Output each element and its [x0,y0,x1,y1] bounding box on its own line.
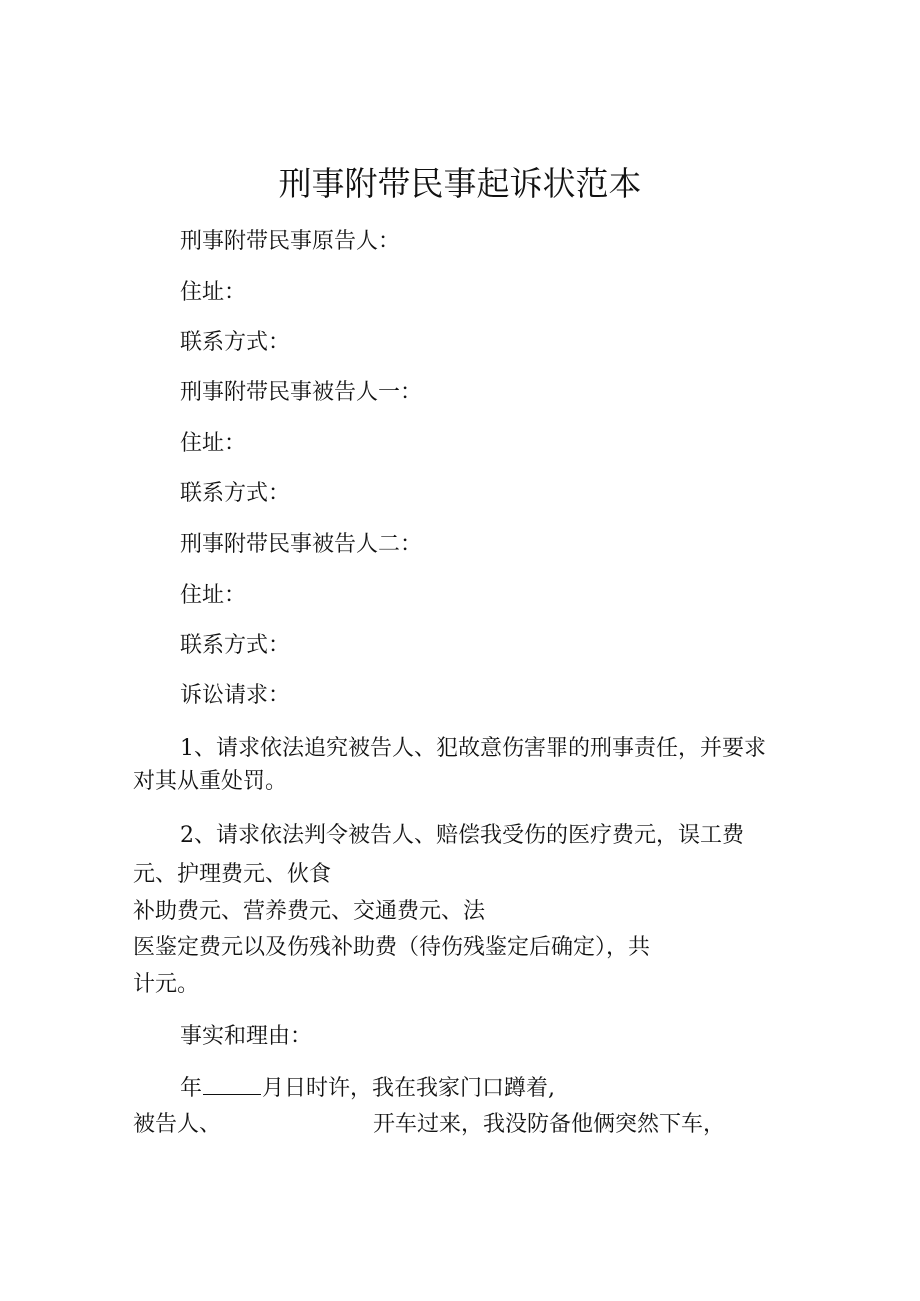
claim-item2-line3: 补助费元、营养费元、交通费元、法 [133,899,486,924]
plaintiff-label: 刑事附带民事原告人： [180,229,401,254]
claim-item2-line1: 2、请求依法判令被告人、赔偿我受伤的医疗费元，误工费 [180,823,744,848]
defendant2-address-label: 住址： [180,583,247,608]
facts-line1-suffix: 月日时许，我在我家门口蹲着, [262,1076,556,1101]
defendant1-label: 刑事附带民事被告人一： [180,380,423,405]
facts-line1 [180,1072,555,1105]
claim-item2-line4: 医鉴定费元以及伤残补助费（待伤残鉴定后确定），共 [133,935,651,960]
facts-line2-suffix: 开车过来，我没防备他俩突然下车， [373,1112,726,1137]
claim-item2-line5: 计元。 [133,972,200,997]
plaintiff-address-label: 住址： [180,280,247,305]
facts-line1-prefix: 年 [180,1076,203,1101]
document-title: 刑事附带民事起诉状范本 [278,164,642,203]
facts-line2 [133,1109,725,1141]
plaintiff-contact-label: 联系方式： [180,330,291,355]
claims-heading: 诉讼请求： [180,683,291,708]
claim-item1-line1: 1、请求依法追究被告人、犯故意伤害罪的刑事责任，并要求 [180,736,766,761]
defendant1-address-label: 住址： [180,431,247,456]
claim-item1-line2: 对其从重处罚。 [133,769,288,794]
defendant2-contact-label: 联系方式： [180,633,291,658]
claim-item2-line2: 元、护理费元、伙食 [133,862,332,887]
defendant2-label: 刑事附带民事被告人二： [180,532,423,557]
fill-in-blank [203,1072,261,1095]
defendant1-contact-label: 联系方式： [180,481,291,506]
facts-line2-prefix: 被告人、 [133,1112,222,1137]
facts-heading: 事实和理由： [180,1024,313,1049]
